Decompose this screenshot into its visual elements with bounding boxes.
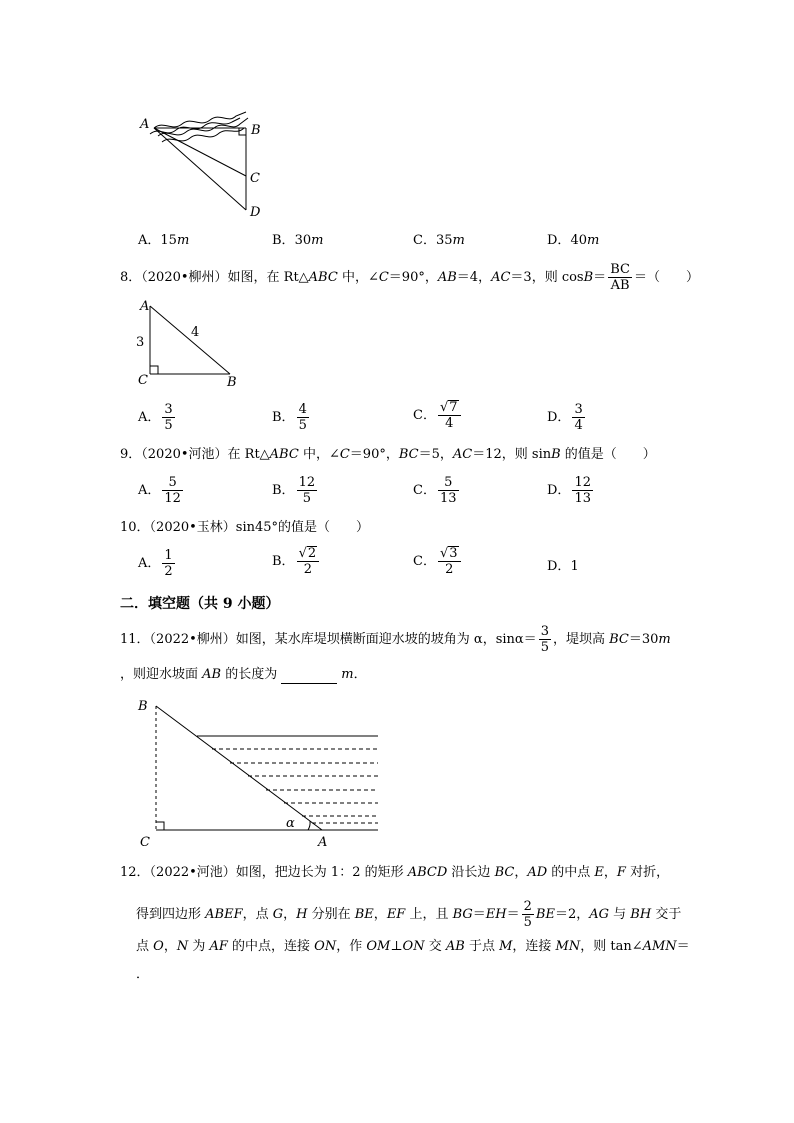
q7-figure (136, 98, 276, 220)
q8-label-c: C (138, 373, 148, 388)
q7-option-c[interactable]: C．35m (413, 233, 465, 248)
q12-stem-line2: 得到四边形 ABEF，点 G，H 分别在 BE，EF 上，且 BG＝EH＝ $\frac{2}{5}$ BE＝2，AG 与 BH 交于 (136, 899, 682, 930)
q8-stem: 8．（2020•柳州）如图，在 Rt△ABC 中，∠C＝90°，AB＝4，AC＝3，则 cosB＝ $\frac{BC}{AB}$ ＝（ ） (120, 262, 699, 293)
q9-option-c[interactable]: C． $\frac{5}{13}$ (413, 475, 457, 506)
q9-stem: 9．（2020•河池）在 Rt△ABC 中，∠C＝90°，BC＝5，AC＝12，则 sinB 的值是（ ） (120, 447, 656, 462)
q11-label-alpha: α (286, 816, 295, 831)
q12-fraction: $\frac{2}{5}$ (523, 899, 532, 930)
q11-stem-line2: ，则迎水坡面 AB 的长度为 m． (120, 667, 367, 682)
q7-label-b: B (251, 123, 261, 138)
q8-label-a: A (140, 299, 150, 314)
q12-stem-line1: 12．（2022•河池）如图，把边长为 1：2 的矩形 ABCD 沿长边 BC，AD 的中点 E，F 对折， (120, 865, 670, 880)
q11-figure (134, 694, 384, 850)
q8-label-ab-length: 4 (191, 325, 200, 340)
q8-option-c[interactable]: C． $\frac{√7}{4}$ (413, 400, 463, 431)
q8-label-b: B (227, 375, 237, 388)
q7-option-a[interactable]: A．15m (138, 233, 190, 248)
q7-label-a: A (140, 117, 150, 132)
q8-option-b[interactable]: B． $\frac{4}{5}$ (272, 402, 307, 433)
q8-label-ac-length: 3 (136, 335, 145, 350)
q10-option-d[interactable]: D．1 (547, 559, 579, 574)
q12-stem-line4: ． (136, 967, 150, 982)
q7-option-b[interactable]: B．30m (272, 233, 324, 248)
q12-stem-line3: 点 O，N 为 AF 的中点，连接 ON，作 OM⊥ON 交 AB 于点 M，连接 MN，则 tan∠AMN＝ (136, 939, 690, 954)
q10-stem: 10．（2020•玉林）sin45°的值是（ ） (120, 520, 370, 535)
q7-option-d[interactable]: D．40m (547, 233, 600, 248)
q9-option-b[interactable]: B． $\frac{12}{5}$ (272, 475, 316, 506)
q10-option-a[interactable]: A． $\frac{1}{2}$ (138, 548, 173, 579)
q10-option-c[interactable]: C． $\frac{√3}{2}$ (413, 546, 463, 577)
q7-label-d: D (250, 205, 261, 220)
q11-label-b: B (138, 699, 148, 714)
section-fill-in-heading: 二．填空题（共 9 小题） (120, 596, 280, 612)
q10-option-b[interactable]: B． $\frac{√2}{2}$ (272, 546, 321, 577)
q11-answer-blank[interactable] (281, 669, 337, 684)
q8-option-d[interactable]: D． $\frac{3}{4}$ (547, 402, 583, 433)
q8-figure (134, 296, 244, 388)
q8-option-a[interactable]: A． $\frac{3}{5}$ (138, 402, 173, 433)
q8-fraction: $\frac{BC}{AB}$ (610, 262, 630, 293)
q11-label-c: C (140, 835, 150, 850)
q11-stem-line1: 11．（2022•柳州）如图，某水库堤坝横断面迎水坡的坡角为 α，sinα＝ $\frac{3}{5}$ ，堤坝高 BC＝30m (120, 624, 671, 655)
q7-label-c: C (250, 171, 260, 186)
q9-option-a[interactable]: A． $\frac{5}{12}$ (138, 475, 181, 506)
q11-fraction: $\frac{3}{5}$ (540, 624, 549, 655)
q11-label-a: A (318, 835, 328, 850)
q9-option-d[interactable]: D． $\frac{12}{13}$ (547, 475, 591, 506)
